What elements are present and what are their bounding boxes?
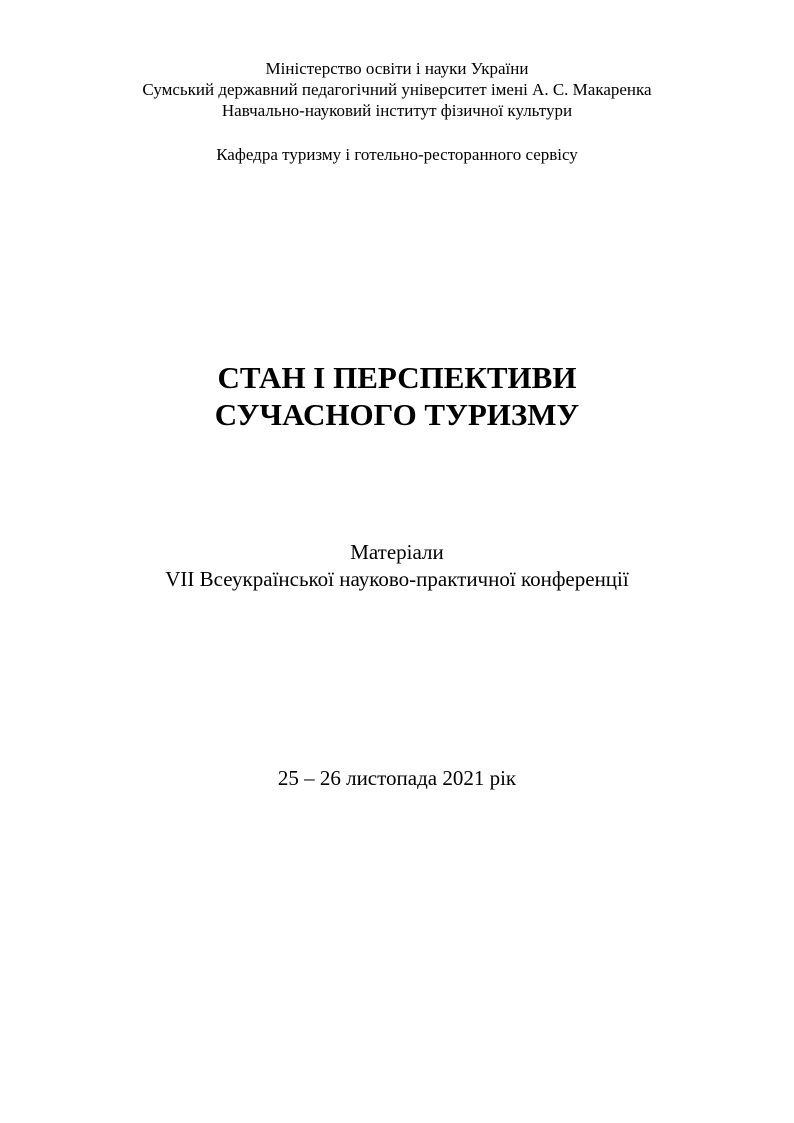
university-line: Сумський державний педагогічний університет імені А. С. Макаренка bbox=[142, 80, 652, 99]
title-line-2: СУЧАСНОГО ТУРИЗМУ bbox=[214, 397, 580, 432]
subtitle-line-1: Матеріали bbox=[350, 540, 444, 564]
conference-date: 25 – 26 листопада 2021 рік bbox=[277, 766, 517, 790]
title-line-1: СТАН І ПЕРСПЕКТИВИ bbox=[217, 360, 577, 395]
department-line: Кафедра туризму і готельно-ресторанного сервісу bbox=[216, 145, 578, 164]
subtitle-line-2: VII Всеукраїнської науково-практичної конференції bbox=[165, 567, 629, 591]
ministry-line: Міністерство освіти і науки України bbox=[265, 59, 529, 78]
institute-line: Навчально-науковий інститут фізичної культури bbox=[221, 101, 573, 120]
